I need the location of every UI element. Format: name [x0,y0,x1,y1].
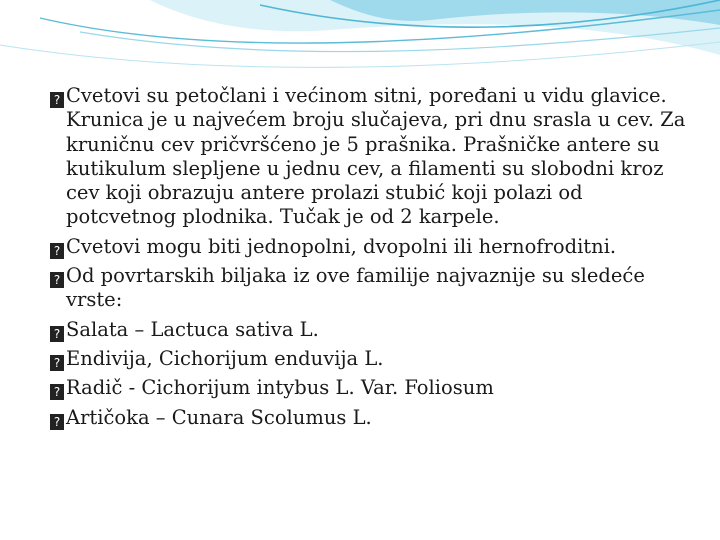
bullet-marker-icon: ? [50,326,64,342]
wave-line-3 [0,42,720,67]
bullet-text: Cvetovi su petočlani i većinom sitni, poređani u vidu glavice. Krunica je u najvećem broju slučajeva, pri dnu srasla u cev. Za kruničnu cev pričvršćeno je 5 prašnika. Prašničke antere su kutikulum slepljene u jednu cev, a filamenti su slobodni kroz cev koji obrazuju antere prolazi stubić koji polazi od potcvetnog plodnika. Tučak je od 2 karpele. [66,84,686,229]
bullet-marker-icon: ? [50,92,64,108]
bullet-marker-icon: ? [50,272,64,288]
bullet-item [50,318,690,342]
bullet-item [50,84,690,230]
bullet-item [50,406,690,430]
bullet-marker-icon: ? [50,414,64,430]
bullet-text: Salata – Lactuca sativa L. [66,317,319,341]
bullet-text: Radič - Cichorijum intybus L. Var. Foliosum [66,376,494,400]
bullet-marker-icon: ? [50,384,64,400]
bullet-item [50,376,690,400]
bullet-marker-icon: ? [50,243,64,259]
bullet-text: Artičoka – Cunara Scolumus L. [66,405,372,429]
bullet-item [50,235,690,259]
bullet-item [50,264,690,313]
bullet-text: Endivija, Cichorijum enduvija L. [66,346,384,370]
bullet-text: Od povrtarskih biljaka iz ove familije najvaznije su sledeće vrste: [66,264,645,312]
slide-body [50,84,690,435]
bullet-text: Cvetovi mogu biti jednopolni, dvopolni ili hernofroditni. [66,234,617,258]
bullet-marker-icon: ? [50,355,64,371]
bullet-item [50,347,690,371]
